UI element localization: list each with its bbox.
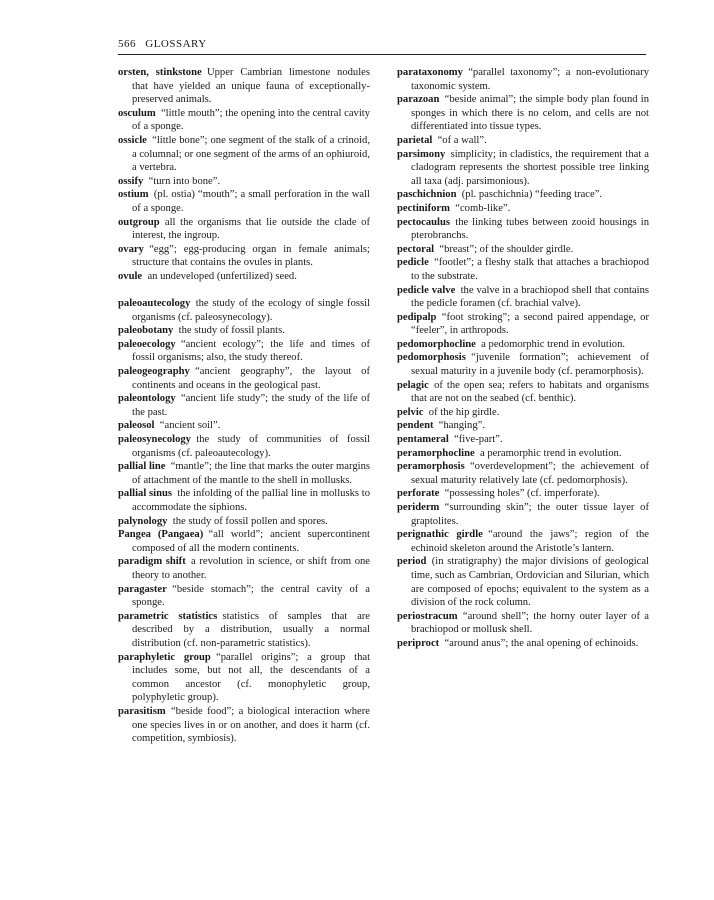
glossary-entry: [118, 216, 370, 243]
glossary-definition: “parallel origins”; a group that includes some, but not all, the descendants of a common ancestor (cf. monophyletic group, polyphyletic group).: [132, 651, 371, 704]
glossary-term: period: [397, 556, 427, 568]
glossary-entry: [118, 610, 370, 651]
glossary-definition: “ancient life study”; the study of the life of the past.: [132, 393, 370, 418]
glossary-definition: a revolution in science, or shift from one theory to another.: [132, 556, 370, 581]
glossary-term: paleosynecology: [118, 434, 191, 446]
glossary-definition: simplicity; in cladistics, the requirement that a cladogram represents the shortest possible tree linking all taxa (adj. parsimonious).: [411, 148, 649, 187]
glossary-term: pallial line: [118, 461, 166, 473]
glossary-entry: [397, 256, 649, 283]
glossary-entry: [118, 297, 370, 324]
glossary-term: paleosol: [118, 420, 155, 432]
glossary-entry: [397, 243, 649, 257]
glossary-term: peramorphosis: [397, 461, 465, 473]
glossary-entry: [118, 487, 370, 514]
glossary-term: outgroup: [118, 216, 160, 228]
glossary-term: paleoautecology: [118, 298, 191, 310]
glossary-entry: [397, 338, 649, 352]
glossary-entry: [118, 705, 370, 746]
glossary-definition: a pedomorphic trend in evolution.: [481, 338, 626, 350]
glossary-term: ostium: [118, 189, 149, 201]
glossary-term: Pangea (Pangaea): [118, 529, 204, 541]
glossary-entry: [397, 419, 649, 433]
glossary-definition: “around anus”; the anal opening of echinoids.: [444, 637, 639, 649]
glossary-term: pelvic: [397, 406, 424, 418]
glossary-term: paraphyletic group: [118, 651, 211, 663]
glossary-entry: [118, 338, 370, 365]
glossary-term: periderm: [397, 502, 440, 513]
glossary-term: paradigm shift: [118, 556, 186, 568]
glossary-entry: [397, 460, 649, 487]
glossary-definition: “turn into bone”.: [148, 175, 221, 187]
glossary-definition: “possessing holes” (cf. imperforate).: [444, 488, 600, 500]
glossary-term: pectiniform: [397, 202, 450, 214]
glossary-definition: “around shell”; the horny outer layer of a brachiopod or mollusk shell.: [411, 610, 649, 636]
glossary-definition: statistics of samples that are described by a distribution, usually a normal distribution (cf. non-parametric statistics).: [132, 610, 370, 649]
glossary-term: pectoral: [397, 243, 435, 255]
glossary-definition: “mantle”; the line that marks the outer margins of attachment of the mantle to the shell in mollusks.: [132, 461, 370, 486]
glossary-entry: [397, 311, 649, 338]
page-number: 566: [118, 38, 136, 50]
glossary-term: parasitism: [118, 705, 166, 717]
glossary-term: palynology: [118, 515, 168, 527]
glossary-entry: [397, 216, 649, 243]
glossary-term: periproct: [397, 637, 440, 649]
glossary-definition: “beside food”; a biological interaction where one species lives in or on another, and does it harm (cf. competition, symbiosis).: [132, 705, 370, 745]
glossary-definition: “breast”; of the shoulder girdle.: [439, 243, 574, 255]
glossary-entry: [397, 188, 649, 202]
glossary-entry: [118, 66, 370, 107]
glossary-term: perforate: [397, 488, 440, 500]
glossary-definition: the study of the ecology of single fossil organisms (cf. paleosynecology).: [132, 298, 370, 323]
glossary-definition: “of a wall”.: [437, 134, 487, 146]
glossary-term: pedipalp: [397, 311, 437, 323]
glossary-entry: [118, 583, 370, 610]
glossary-entry: [118, 460, 370, 487]
glossary-definition: “comb-like”.: [455, 202, 511, 214]
glossary-term: paleoecology: [118, 338, 176, 350]
glossary-entry: [118, 528, 370, 555]
glossary-term: paragaster: [118, 583, 167, 595]
glossary-definition: “beside animal”; the simple body plan found in sponges in which there is no celom, and cells are not differentiated into tissue types.: [411, 94, 649, 133]
glossary-term: perignathic girdle: [397, 529, 483, 541]
page-header: [118, 38, 646, 55]
glossary-term: paleontology: [118, 393, 176, 405]
glossary-definition: the infolding of the pallial line in mollusks to accommodate the siphions.: [132, 488, 370, 513]
glossary-entry: [397, 433, 649, 447]
glossary-term: pallial sinus: [118, 488, 172, 500]
glossary-definition: a peramorphic trend in evolution.: [479, 447, 622, 459]
glossary-definition: of the open sea; refers to habitats and organisms that are not on the seabed (cf. benthic).: [411, 379, 649, 405]
glossary-entry: [397, 610, 649, 637]
glossary-definition: “hanging”.: [438, 420, 485, 432]
glossary-entry: [397, 93, 649, 134]
glossary-term: ovary: [118, 243, 144, 255]
glossary-definition: the valve in a brachiopod shell that contains the pedicle foramen (cf. brachial valve).: [411, 284, 649, 310]
glossary-definition: “ancient soil”.: [159, 420, 221, 432]
glossary-entry: [118, 134, 370, 175]
glossary-definition: (in stratigraphy) the major divisions of geological time, such as Cambrian, Ordovician and Silurian, which are composed of epochs; equivalent to the system as a division of the rock column.: [411, 556, 649, 609]
glossary-entry: [118, 107, 370, 134]
glossary-definition: of the hip girdle.: [428, 406, 500, 418]
glossary-definition: “little bone”; one segment of the stalk of a crinoid, a columnal; or one segment of the arms of an ophiuroid, a vertebra.: [132, 134, 371, 174]
glossary-definition: “parallel taxonomy”; a non-evolutionary taxonomic system.: [411, 67, 649, 92]
glossary-column-right: [397, 66, 649, 651]
glossary-term: peramorphocline: [397, 447, 475, 459]
glossary-term: pentameral: [397, 434, 449, 446]
glossary-term: ovule: [118, 270, 143, 282]
glossary-term: pedicle valve: [397, 284, 456, 296]
glossary-entry: [118, 515, 370, 529]
glossary-term: parietal: [397, 134, 433, 146]
glossary-definition: “surrounding skin”; the outer tissue layer of graptolites.: [411, 502, 649, 527]
glossary-term: parsimony: [397, 148, 446, 160]
glossary-term: pendent: [397, 420, 434, 432]
glossary-definition: “footlet”; a fleshy stalk that attaches a brachiopod to the substrate.: [411, 257, 649, 282]
glossary-definition: “overdevelopment”; the achievement of sexual maturity relatively late (cf. pedomorphosis).: [411, 461, 649, 486]
glossary-entry: [118, 324, 370, 338]
glossary-entry: [118, 555, 370, 582]
glossary-entry: [397, 202, 649, 216]
glossary-term: pedomorphocline: [397, 338, 476, 350]
glossary-definition: “ancient geography”, the layout of continents and oceans in the geological past.: [132, 366, 370, 391]
glossary-definition: the study of communities of fossil organisms (cf. paleoautecology).: [132, 434, 370, 459]
glossary-entry: [397, 555, 649, 609]
page-title: GLOSSARY: [145, 38, 207, 50]
glossary-entry: [397, 487, 649, 501]
glossary-entry: [118, 365, 370, 392]
glossary-entry: [397, 379, 649, 406]
glossary-entry: [397, 447, 649, 461]
glossary-definition: (pl. paschichnia) “feeding trace”.: [461, 189, 603, 201]
glossary-definition: “ancient ecology”; the life and times of fossil organisms; also, the study thereof.: [132, 338, 370, 364]
glossary-term: pedicle: [397, 257, 429, 269]
glossary-entry: [397, 351, 649, 378]
glossary-entry: [397, 637, 649, 651]
glossary-definition: the study of fossil plants.: [178, 325, 285, 337]
glossary-entry: [397, 406, 649, 420]
glossary-term: paleobotany: [118, 325, 174, 337]
glossary-entry: [397, 134, 649, 148]
glossary-entry: [118, 419, 370, 433]
glossary-entry: [118, 270, 370, 284]
glossary-term: pectocaulus: [397, 216, 450, 228]
glossary-definition: “five-part”.: [454, 434, 503, 446]
glossary-definition: “beside stomach”; the central cavity of a sponge.: [132, 583, 370, 609]
glossary-term: parazoan: [397, 94, 440, 106]
glossary-term: periostracum: [397, 610, 458, 622]
glossary-term: paleogeography: [118, 366, 190, 378]
glossary-term: parametric statistics: [118, 610, 218, 622]
glossary-definition: “around the jaws”; region of the echinoid skeleton around the Aristotle’s lantern.: [411, 529, 650, 554]
glossary-term: ossicle: [118, 134, 147, 146]
glossary-definition: Upper Cambrian limestone nodules that have yielded an unique fauna of exceptionally-preserved animals.: [132, 67, 370, 106]
glossary-definition: the linking tubes between zooid housings in pterobranchs.: [411, 216, 649, 242]
glossary-entry: [118, 651, 370, 705]
glossary-term: pedomorphosis: [397, 352, 466, 364]
glossary-entry: [118, 433, 370, 460]
glossary-entry: [118, 243, 370, 270]
glossary-definition: “little mouth”; the opening into the central cavity of a sponge.: [132, 107, 370, 133]
glossary-entry: [118, 188, 370, 215]
glossary-definition: “all world”; ancient supercontinent composed of all the modern continents.: [132, 529, 370, 554]
glossary-term: ossify: [118, 175, 144, 187]
glossary-entry: [397, 528, 649, 555]
glossary-term: pelagic: [397, 379, 429, 391]
glossary-entry: [397, 284, 649, 311]
glossary-entry: [118, 392, 370, 419]
glossary-definition: “juvenile formation”; achievement of sexual maturity in a juvenile body (cf. peramorphosis).: [411, 352, 649, 378]
glossary-column-left: [118, 66, 370, 746]
glossary-entry: [397, 66, 649, 93]
glossary-term: parataxonomy: [397, 67, 463, 78]
glossary-definition: “foot stroking”; a second paired appendage, or “feeler”, in arthropods.: [411, 311, 649, 337]
glossary-entry: [397, 148, 649, 189]
glossary-definition: “egg”; egg-producing organ in female animals; structure that contains the ovules in plants.: [132, 243, 370, 269]
glossary-term: osculum: [118, 107, 156, 119]
glossary-entry: [118, 175, 370, 189]
glossary-term: orsten, stinkstone: [118, 67, 202, 78]
glossary-definition: (pl. ostia) “mouth”; a small perforation in the wall of a sponge.: [132, 189, 370, 214]
section-spacer: [118, 284, 370, 298]
glossary-definition: an undeveloped (unfertilized) seed.: [147, 270, 297, 282]
glossary-definition: the study of fossil pollen and spores.: [172, 515, 328, 527]
glossary-entry: [397, 501, 649, 528]
glossary-term: paschichnion: [397, 189, 457, 201]
glossary-definition: all the organisms that lie outside the clade of interest, the ingroup.: [132, 216, 370, 242]
